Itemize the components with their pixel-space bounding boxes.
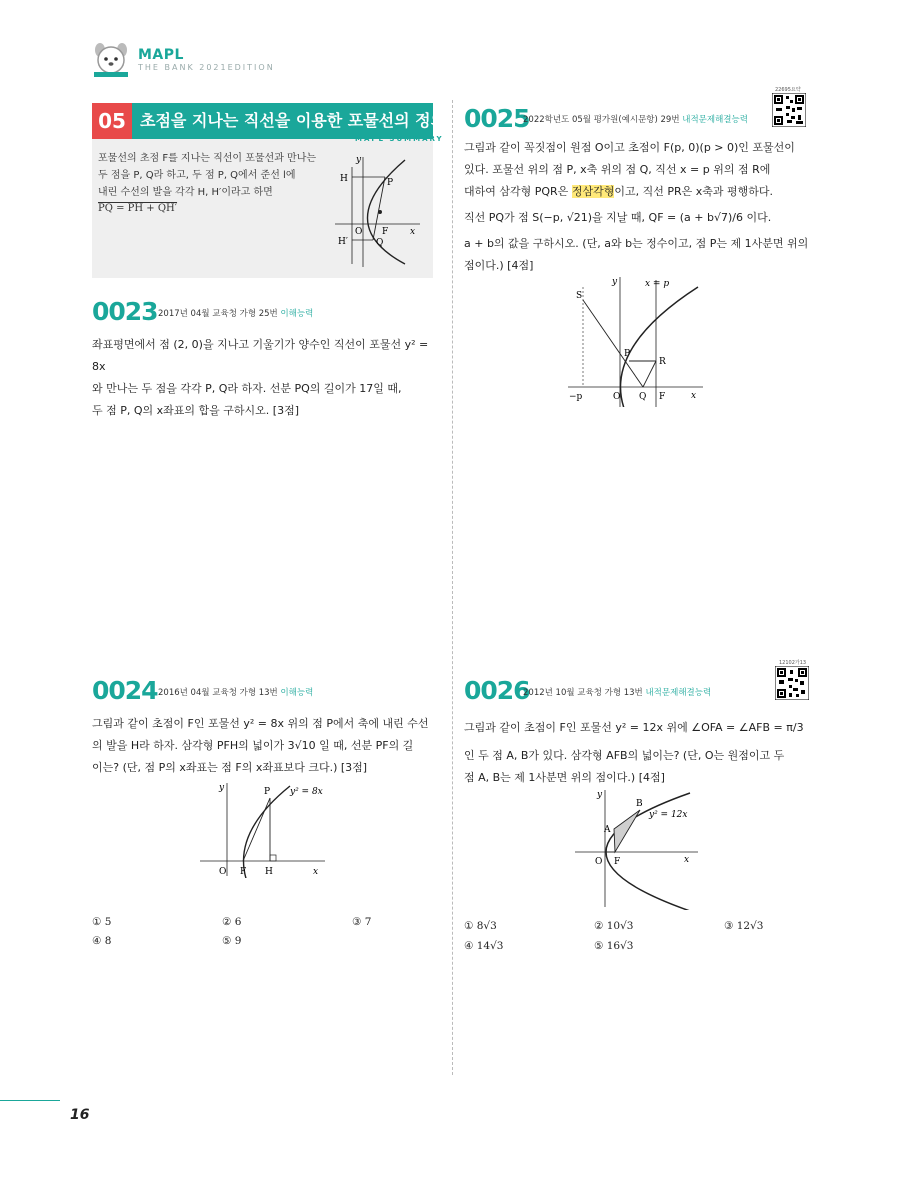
point-label-o: O bbox=[613, 392, 621, 402]
problem-text bbox=[464, 717, 819, 789]
problem-number: 0026 bbox=[464, 676, 530, 705]
point-label-f: F bbox=[382, 227, 389, 237]
problem-line: 직선 PQ가 점 S(−p, √21)을 지날 때, QF = (a + b√7)/6 이다. bbox=[464, 211, 772, 224]
summary-parabola-diagram bbox=[330, 152, 430, 270]
axis-label-y: y bbox=[597, 790, 603, 800]
problem-number: 0024 bbox=[92, 676, 158, 705]
problem-number: 0023 bbox=[92, 297, 158, 326]
problem-line: 그림과 같이 초점이 F인 포물선 y² = 12x 위에 ∠OFA = ∠AFB = π/3 bbox=[464, 721, 804, 734]
problem-line: 와 만나는 두 점을 각각 P, Q라 하자. 선분 PQ의 길이가 17일 때, bbox=[92, 382, 402, 395]
choice-3[interactable]: ③ 12√3 bbox=[724, 920, 764, 932]
problem-line: 점 A, B는 제 1사분면 위의 점이다.) [4점] bbox=[464, 771, 665, 784]
brand-name: MAPL bbox=[138, 47, 184, 63]
problem-line: 점이다.) [4점] bbox=[464, 259, 534, 272]
summary-line: 내린 수선의 발을 각각 H, H′이라고 하면 bbox=[98, 187, 273, 198]
point-label-f: F bbox=[659, 392, 666, 402]
problem-line: 그림과 같이 초점이 F인 포물선 y² = 8x 위의 점 P에서 축에 내린 수선 bbox=[92, 717, 429, 730]
ability-tag: 내적문제해결능력 bbox=[682, 115, 748, 125]
point-label-p: P bbox=[624, 349, 631, 359]
source-text: 2012년 10월 교육청 가형 13번 bbox=[523, 688, 643, 698]
choice-5[interactable]: ⑤ 16√3 bbox=[594, 940, 634, 952]
problem-number: 0025 bbox=[464, 104, 530, 133]
source-text: 2022학년도 05월 평가원(예시문항) 29번 bbox=[523, 115, 680, 125]
problem-text bbox=[464, 137, 814, 277]
axis-label-y: y bbox=[612, 277, 618, 287]
text-segment: 이고, 직선 PR은 x축과 평행하다. bbox=[614, 185, 773, 198]
curve-label: y² = 12x bbox=[649, 810, 688, 820]
axis-label-x: x bbox=[691, 391, 697, 401]
qr-caption: 22695요약 bbox=[775, 87, 801, 93]
problem-line: 의 발을 H라 하자. 삼각형 PFH의 넓이가 3√10 일 때, 선분 PF의 길 bbox=[92, 739, 414, 752]
section-title: 초점을 지나는 직선을 이용한 포물선의 정의 bbox=[140, 111, 447, 130]
point-label-f: F bbox=[240, 867, 247, 877]
problem-line: 두 점 P, Q의 x좌표의 합을 구하시오. [3점] bbox=[92, 404, 299, 417]
curve-label: y² = 8x bbox=[290, 787, 323, 797]
point-label-h: H bbox=[265, 867, 273, 877]
choice-4[interactable]: ④ 8 bbox=[92, 935, 112, 947]
summary-text bbox=[98, 150, 323, 201]
point-label-s: S bbox=[576, 291, 583, 301]
point-label-q: Q bbox=[376, 238, 384, 248]
problem-0024-diagram bbox=[195, 778, 335, 878]
problem-source bbox=[523, 113, 748, 125]
problem-line: 있다. 포물선 위의 점 P, x축 위의 점 Q, 직선 x = p 위의 점 R에 bbox=[464, 163, 771, 176]
qr-code-icon[interactable] bbox=[772, 93, 806, 127]
point-label-p: P bbox=[387, 178, 394, 188]
ability-tag: 내적문제해결능력 bbox=[645, 688, 712, 698]
ability-tag: 이해능력 bbox=[280, 688, 314, 698]
summary-formula: PQ = PH + QH′ bbox=[98, 203, 178, 214]
problem-line bbox=[464, 181, 814, 203]
text-segment: 대하여 삼각형 PQR은 bbox=[464, 185, 572, 198]
problem-source bbox=[523, 686, 711, 698]
line-label-x-eq-p: x = p bbox=[645, 279, 670, 289]
point-label-b: B bbox=[636, 799, 643, 809]
choice-1[interactable]: ① 8√3 bbox=[464, 920, 497, 932]
problem-line: 인 두 점 A, B가 있다. 삼각형 AFB의 넓이는? (단, O는 원점이고 두 bbox=[464, 749, 785, 762]
problem-0025-diagram bbox=[563, 272, 708, 407]
qr-caption: 12102가13 bbox=[779, 660, 807, 666]
point-label-o: O bbox=[355, 227, 363, 237]
point-label-hprime: H′ bbox=[338, 237, 348, 247]
point-label-r: R bbox=[659, 357, 666, 367]
ability-tag: 이해능력 bbox=[280, 309, 314, 319]
mascot-logo-icon bbox=[92, 42, 130, 78]
tick-label-minus-p: −p bbox=[569, 392, 583, 402]
footer-line bbox=[0, 1100, 60, 1101]
point-label-o: O bbox=[595, 857, 603, 867]
point-label-a: A bbox=[604, 825, 611, 835]
point-label-q: Q bbox=[639, 392, 647, 402]
choice-2[interactable]: ② 6 bbox=[222, 916, 242, 928]
source-text: 2017년 04월 교육청 가형 25번 bbox=[158, 309, 278, 319]
problem-line: a + b의 값을 구하시오. (단, a와 b는 정수이고, 점 P는 제 1사분면 위의 bbox=[464, 237, 809, 250]
point-label-f: F bbox=[614, 857, 621, 867]
page-number: 16 bbox=[70, 1107, 90, 1123]
point-label-p: P bbox=[264, 787, 271, 797]
brand-subtitle: THE BANK 2021EDITION bbox=[138, 63, 275, 72]
choice-3[interactable]: ③ 7 bbox=[352, 916, 372, 928]
problem-text bbox=[92, 713, 447, 779]
axis-label-x: x bbox=[313, 867, 319, 877]
choice-2[interactable]: ② 10√3 bbox=[594, 920, 634, 932]
summary-line: 두 점을 P, Q라 하고, 두 점 P, Q에서 준선 l에 bbox=[98, 170, 296, 181]
summary-line: 포물선의 초점 F를 지나는 직선이 포물선과 만나는 bbox=[98, 153, 317, 164]
choice-4[interactable]: ④ 14√3 bbox=[464, 940, 504, 952]
point-label-o: O bbox=[219, 867, 227, 877]
summary-label: MAPL SUMMARY bbox=[355, 135, 444, 143]
axis-label-y: y bbox=[356, 155, 362, 165]
section-number: 05 bbox=[92, 103, 132, 139]
axis-label-x: x bbox=[684, 855, 690, 865]
axis-label-y: y bbox=[219, 783, 225, 793]
problem-line: 좌표평면에서 점 (2, 0)을 지나고 기울기가 양수인 직선이 포물선 y² = 8x bbox=[92, 338, 429, 373]
source-text: 2016년 04월 교육청 가형 13번 bbox=[158, 688, 278, 698]
problem-source bbox=[158, 686, 313, 698]
highlighted-text: 정삼각형 bbox=[571, 185, 615, 198]
axis-label-x: x bbox=[410, 227, 416, 237]
column-divider bbox=[452, 100, 453, 1075]
problem-line: 그림과 같이 꼭짓점이 원점 O이고 초점이 F(p, 0)(p > 0)인 포물선이 bbox=[464, 141, 795, 154]
problem-0026-diagram bbox=[570, 785, 705, 910]
problem-text bbox=[92, 334, 442, 422]
choice-5[interactable]: ⑤ 9 bbox=[222, 935, 242, 947]
choice-1[interactable]: ① 5 bbox=[92, 916, 112, 928]
qr-code-icon[interactable] bbox=[775, 666, 809, 700]
point-label-h: H bbox=[340, 174, 348, 184]
problem-source bbox=[158, 307, 313, 319]
problem-line: 이는? (단, 점 P의 x좌표는 점 F의 x좌표보다 크다.) [3점] bbox=[92, 761, 368, 774]
